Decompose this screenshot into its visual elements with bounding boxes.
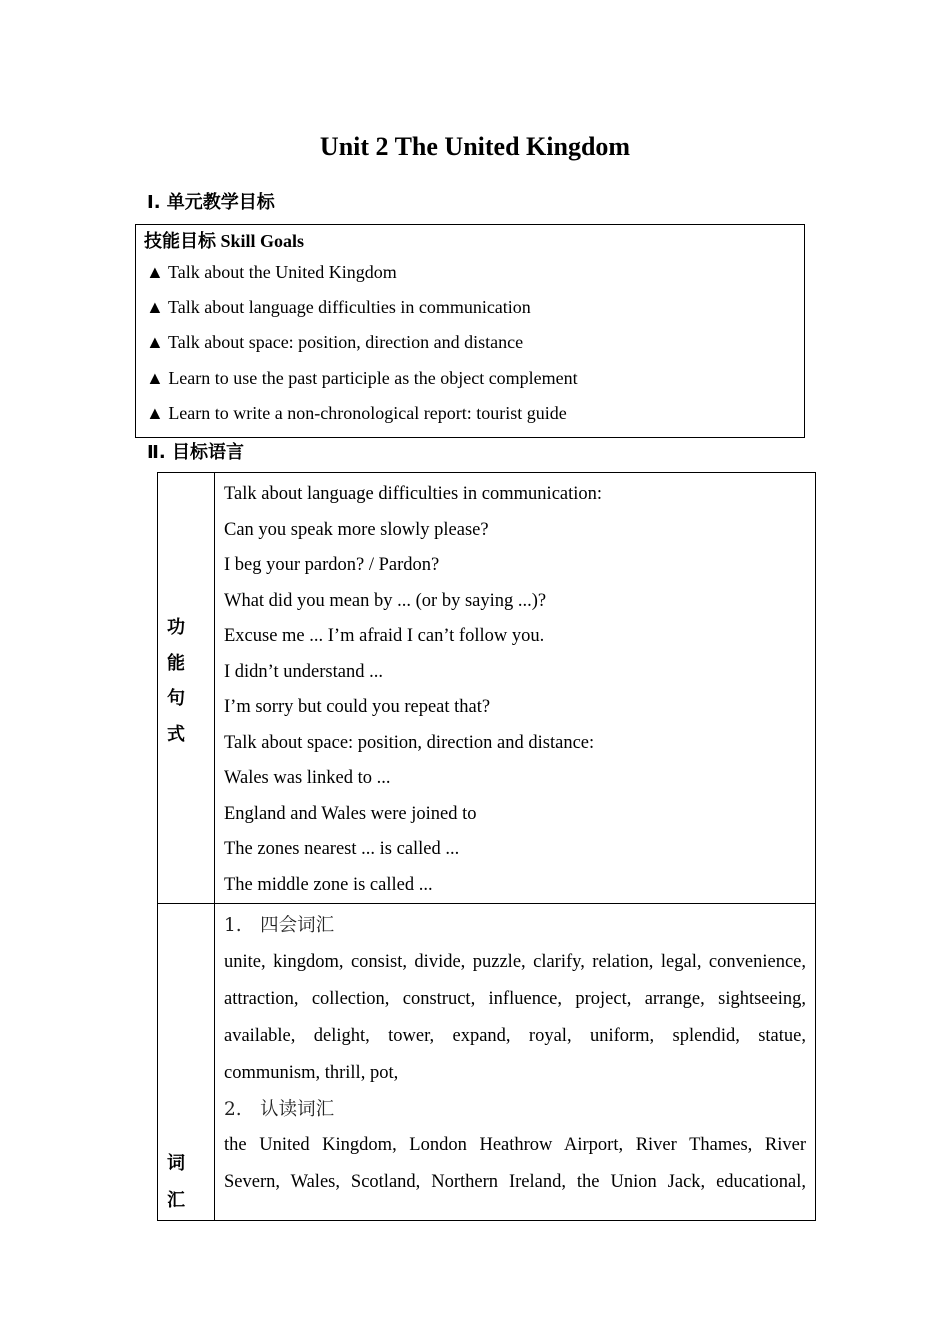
sentence-line: Talk about language difficulties in communication: <box>224 484 603 504</box>
vocabulary-words-line: Severn, Wales, Scotland, Northern Ireland, the Union Jack, educational, <box>224 1172 806 1192</box>
table-row-vocabulary <box>158 904 816 1221</box>
category-cell-vocabulary <box>158 904 215 1221</box>
vocabulary-words-line: unite, kingdom, consist, divide, puzzle, clarify, relation, legal, convenience, <box>224 951 806 972</box>
vocabulary-words-line: communism, thrill, pot, <box>224 1062 399 1083</box>
skill-goal-item: ▲ Learn to use the past participle as the object complement <box>146 368 578 388</box>
vocabulary-cell <box>215 904 816 1221</box>
section-heading-teaching-goals: Ⅰ. 单元教学目标 <box>147 192 275 213</box>
vocabulary-words-line: the United Kingdom, London Heathrow Airport, River Thames, River <box>224 1135 806 1155</box>
skill-goals-heading-cn: 技能目标 <box>144 231 216 252</box>
table-row-functional <box>158 473 816 904</box>
category-cell-functional <box>158 473 215 904</box>
vocabulary-words-line: attraction, collection, construct, influence, project, arrange, sightseeing, <box>224 988 806 1009</box>
skill-goal-item: ▲ Talk about space: position, direction and distance <box>146 332 524 352</box>
vocabulary-words-line: available, delight, tower, expand, royal, uniform, splendid, statue, <box>224 1025 806 1046</box>
sentence-line: What did you mean by ... (or by saying ...)? <box>224 590 547 611</box>
category-char: 功 <box>167 617 185 638</box>
skill-goals-box <box>135 224 805 438</box>
sentence-line: Can you speak more slowly please? <box>224 519 489 540</box>
category-char: 词 <box>167 1153 185 1174</box>
category-char: 句 <box>167 688 185 709</box>
page-title: Unit 2 The United Kingdom <box>319 132 631 161</box>
target-language-table <box>157 472 816 1221</box>
sentence-line: I’m sorry but could you repeat that? <box>224 697 491 717</box>
sentence-line: England and Wales were joined to <box>224 803 477 824</box>
sentence-line: Excuse me ... I’m afraid I can’t follow you. <box>224 626 545 646</box>
sentence-line: I didn’t understand ... <box>224 661 383 682</box>
sentence-line: The zones nearest ... is called ... <box>224 839 460 859</box>
sentence-line: I beg your pardon? / Pardon? <box>224 555 440 575</box>
skill-goals-heading-en: Skill Goals <box>220 231 305 251</box>
skill-goals-heading <box>144 227 304 253</box>
category-char: 汇 <box>167 1190 185 1211</box>
section-heading-target-language: Ⅱ. 目标语言 <box>147 442 244 463</box>
vocabulary-heading: 2. 认读词汇 <box>224 1098 335 1120</box>
vocabulary-heading: 1. 四会词汇 <box>224 915 335 936</box>
sentence-line: Wales was linked to ... <box>224 768 391 788</box>
sentence-line: The middle zone is called ... <box>224 874 433 895</box>
skill-goal-item: ▲ Talk about the United Kingdom <box>146 262 397 282</box>
skill-goal-item: ▲ Learn to write a non-chronological report: tourist guide <box>146 403 567 423</box>
functional-sentences-cell <box>215 473 816 904</box>
skill-goal-item: ▲ Talk about language difficulties in communication <box>146 297 531 317</box>
sentence-line: Talk about space: position, direction and distance: <box>224 732 595 753</box>
category-char: 式 <box>167 724 185 745</box>
category-char: 能 <box>167 653 185 674</box>
